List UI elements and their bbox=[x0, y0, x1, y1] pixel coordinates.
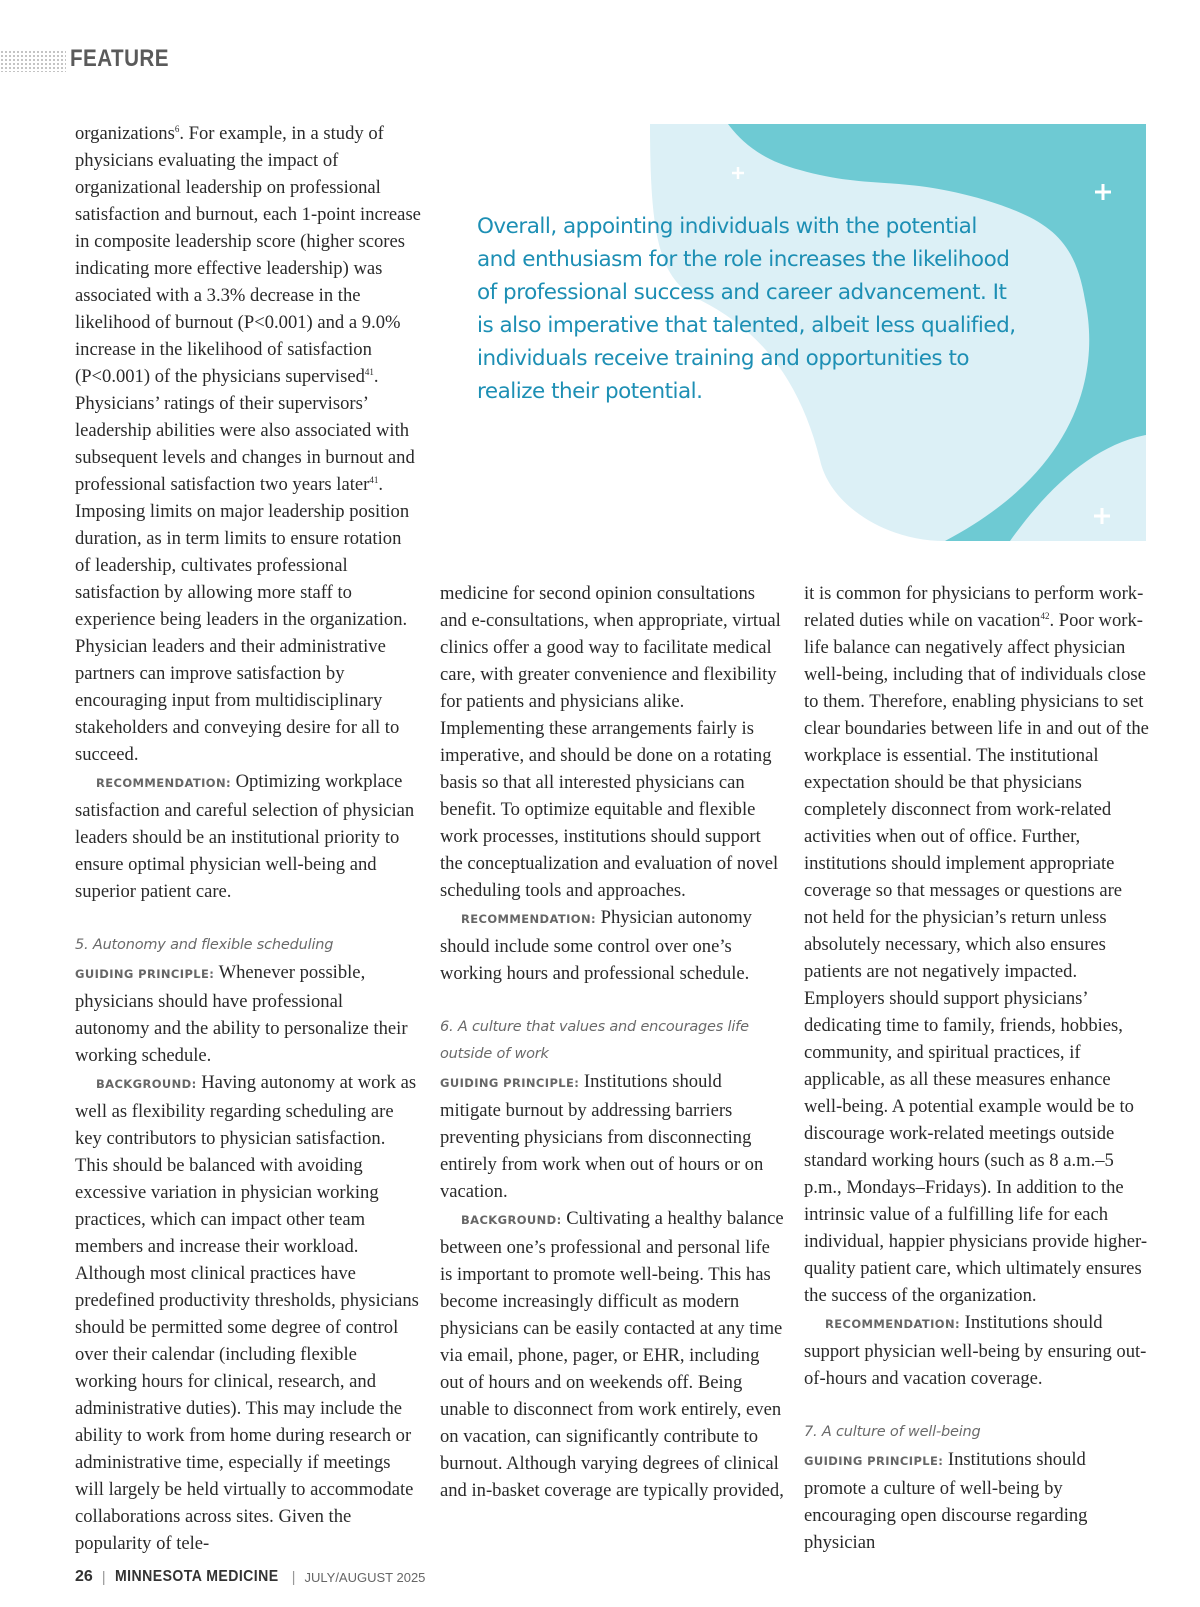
text-run: Whenever possible, physicians should have professional autonomy and the ability to personalize their working schedule. bbox=[75, 962, 408, 1066]
reference-superscript: 41 bbox=[364, 366, 374, 377]
pull-quote-text: Overall, appointing individuals with the potential and enthusiasm for the role increases the likelihood of professional success and career advancement. It is also imperative that talented, albeit less qualified, individuals receive training and opportunities to realize their potential. bbox=[477, 214, 1016, 404]
recommendation-paragraph bbox=[75, 768, 421, 905]
text-run: Institutions should mitigate burnout by addressing barriers preventing physicians from disconnecting entirely from work when out of hours or on vacation. bbox=[440, 1071, 764, 1202]
text-run: Institutions should promote a culture of well-being by encouraging open discourse regarding physician bbox=[804, 1449, 1088, 1553]
recommendation-label: RECOMMENDATION: bbox=[96, 776, 231, 790]
guiding-principle-paragraph bbox=[804, 1446, 1150, 1556]
guiding-principle-paragraph bbox=[75, 959, 421, 1069]
recommendation-paragraph bbox=[804, 1309, 1150, 1392]
guiding-principle-label: GUIDING PRINCIPLE: bbox=[440, 1076, 580, 1090]
footer-divider: | bbox=[291, 1568, 296, 1586]
section-heading: 6. A culture that values and encourages life outside of work bbox=[440, 1019, 749, 1062]
recommendation-paragraph bbox=[440, 904, 786, 987]
background-label: BACKGROUND: bbox=[96, 1077, 197, 1091]
magazine-name: MINNESOTA MEDICINE bbox=[114, 1568, 279, 1585]
section-heading: 5. Autonomy and flexible scheduling bbox=[75, 937, 334, 953]
background-paragraph bbox=[75, 1069, 421, 1557]
column-1 bbox=[75, 120, 421, 1557]
guiding-principle-label: GUIDING PRINCIPLE: bbox=[75, 967, 215, 981]
text-run: organizations bbox=[75, 123, 175, 144]
reference-superscript: 41 bbox=[369, 474, 379, 485]
text-run: . Physicians’ ratings of their supervisors’ leadership abilities were also associated with subsequent levels and changes in burnout and professional satisfaction two years later bbox=[75, 366, 415, 495]
guiding-principle-label: GUIDING PRINCIPLE: bbox=[804, 1454, 944, 1468]
background-label: BACKGROUND: bbox=[461, 1213, 562, 1227]
body-paragraph bbox=[75, 120, 421, 768]
recommendation-label: RECOMMENDATION: bbox=[461, 912, 596, 926]
guiding-principle-paragraph bbox=[440, 1068, 786, 1205]
section-heading: 7. A culture of well-being bbox=[804, 1424, 981, 1440]
text-run: Cultivating a healthy balance between one’s professional and personal life is important to promote well-being. This has become increasingly difficult as modern physicians can be easily contacted at any time via email, phone, pager, or EHR, including out of hours and on weekends off. Being unable to disconnect from work entirely, even on vacation, can significantly contribute to burnout. Although varying degrees of clinical and in-basket coverage are typically provided, bbox=[440, 1208, 784, 1501]
recommendation-label: RECOMMENDATION: bbox=[825, 1317, 960, 1331]
text-run: Institutions should support physician well-being by ensuring out-of-hours and vacation coverage. bbox=[804, 1312, 1147, 1389]
text-run: Physician autonomy should include some control over one’s working hours and professional schedule. bbox=[440, 907, 752, 984]
body-paragraph bbox=[804, 580, 1150, 1309]
column-3 bbox=[804, 580, 1150, 1556]
background-paragraph bbox=[440, 1205, 786, 1504]
text-run: . Imposing limits on major leadership position duration, as in term limits to ensure rotation of leadership, cultivates professional satisfaction by allowing more staff to experience being leaders in the organization. Physician leaders and their administrative partners can improve satisfaction by encouraging input from multidisciplinary stakeholders and conveying desire for all to succeed. bbox=[75, 474, 410, 765]
text-run: Having autonomy at work as well as flexibility regarding scheduling are key contributors to physician satisfaction. This should be balanced with avoiding excessive variation in physician working practices, which can impact other team members and increase their workload. Although most clinical practices have predefined productivity thresholds, physicians should be permitted some degree of control over their calendar (including flexible working hours for clinical, research, and administrative duties). This may include the ability to work from home during research or administrative time, especially if meetings will largely be held virtually to accommodate collaborations across sites. Given the popularity of tele- bbox=[75, 1072, 419, 1554]
text-run: it is common for physicians to perform work-related duties while on vacation bbox=[804, 583, 1144, 631]
issue-date: JULY/AUGUST 2025 bbox=[304, 1569, 426, 1585]
text-run: Optimizing workplace satisfaction and careful selection of physician leaders should be an institutional priority to ensure optimal physician well-being and superior patient care. bbox=[75, 771, 415, 902]
page-footer bbox=[75, 1568, 425, 1586]
page-number: 26 bbox=[75, 1568, 93, 1585]
reference-superscript: 42 bbox=[1040, 610, 1050, 621]
column-2 bbox=[440, 580, 786, 1504]
reference-superscript: 6 bbox=[174, 123, 180, 134]
text-run: . Poor work-life balance can negatively affect physician well-being, including that of individuals close to them. Therefore, enabling physicians to set clear boundaries between life in and out of the workplace is essential. The institutional expectation should be that physicians completely disconnect from work-related activities when out of office. Further, institutions should implement appropriate coverage so that messages or questions are not held for the physician’s return unless absolutely necessary, which also ensures patients are not negatively impacted. Employers should support physicians’ dedicating time to family, friends, hobbies, community, and spiritual practices, if applicable, as all these measures enhance well-being. A potential example would be to discourage work-related meetings outside standard working hours (such as 8 a.m.–5 p.m., Mondays–Fridays). In addition to the intrinsic value of a fulfilling life for each individual, happier physicians provide higher-quality patient care, which ultimately ensures the success of the organization. bbox=[804, 610, 1149, 1306]
footer-divider: | bbox=[101, 1568, 106, 1586]
section-label: FEATURE bbox=[70, 45, 169, 72]
text-run: . For example, in a study of physicians evaluating the impact of organizational leadership on professional satisfaction and burnout, each 1-point increase in composite leadership score (higher scores indicating more effective leadership) was associated with a 3.3% decrease in the likelihood of burnout (P<0.001) and a 9.0% increase in the likelihood of satisfaction (P<0.001) of the physicians supervised bbox=[75, 123, 421, 387]
body-paragraph: medicine for second opinion consultations and e-consultations, when appropriate, virtual clinics offer a good way to facilitate medical care, with greater convenience and flexibility for patients and physicians alike. Implementing these arrangements fairly is imperative, and should be done on a rotating basis so that all interested physicians can benefit. To optimize equitable and flexible work processes, institutions should support the conceptualization and evaluation of novel scheduling tools and approaches. bbox=[440, 583, 781, 901]
